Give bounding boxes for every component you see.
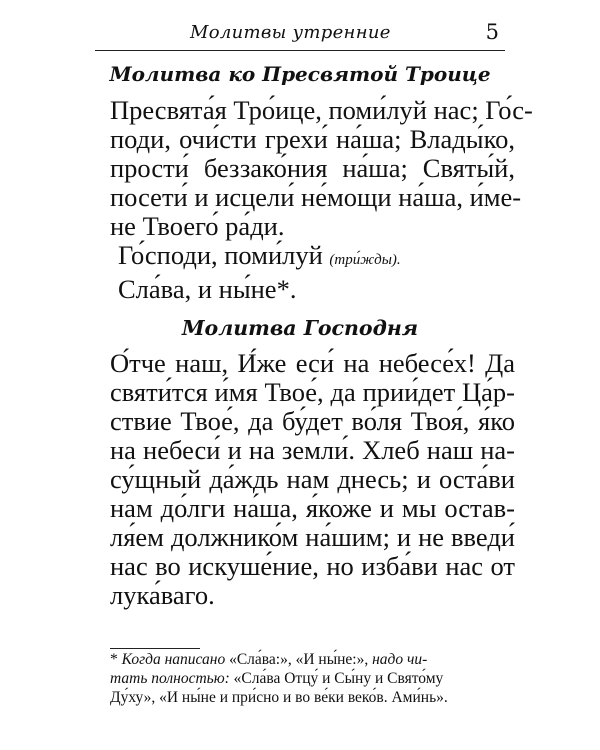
text-line: О́тче наш, И́же еси́ на небесе́х! Да: [110, 348, 515, 378]
text-line: святи́тся и́мя Твое́, да прии́дет Ца́р-: [110, 377, 515, 407]
footnote-line: [110, 669, 515, 688]
gospodi-text: Го́споди, поми́луй: [118, 240, 323, 270]
text-line: не Твоего́ ра́ди.: [110, 211, 285, 241]
text-line: лука́ваго.: [110, 580, 215, 610]
page-number: 5: [485, 20, 499, 44]
text-line: нам до́лги на́ша, я́коже и мы остав-: [110, 493, 515, 523]
footnote: [110, 640, 515, 707]
text-line: на небеси́ и на земли́. Хлеб наш на-: [110, 435, 515, 465]
section-heading-trinity: Молитва ко Пресвятой Троице: [109, 62, 491, 86]
footnote-part1: Когда написано: [121, 651, 226, 668]
text-line: ствие Твое́, да бу́дет во́ля Твоя́, я́ко: [110, 406, 515, 436]
prayer-trinity-text: [110, 95, 533, 304]
section-heading-lords-prayer: Молитва Господня: [181, 316, 419, 340]
thrice-remark: (три́жды).: [329, 252, 401, 268]
footnote-part2: надо чи-: [372, 651, 428, 668]
text-line: посети́ и исцели́ не́мощи на́ша, и́ме-: [110, 182, 522, 212]
footnote-q1: «Сла́ва:»,: [229, 651, 292, 668]
footnote-line: [110, 650, 515, 669]
footnote-line: Ду́ху», «И ны́не и при́сно и во ве́ки веко́в. Ами́нь».: [110, 689, 448, 706]
running-title: Молитвы утренние: [190, 22, 391, 43]
text-line: поди, очи́сти грехи́ на́ша; Влады́ко,: [110, 124, 515, 154]
text-line: прости́ беззако́ния на́ша; Святы́й,: [110, 153, 515, 183]
footnote-star: *: [110, 651, 118, 668]
footnote-full1: «Сла́ва Отцу́ и Сы́ну и Свято́му: [233, 670, 444, 687]
footnote-q2: «И ны́не:»,: [295, 651, 369, 668]
text-line: су́щный да́ждь нам днесь; и оста́ви: [110, 464, 515, 494]
running-head: [95, 20, 505, 51]
text-line: нас во искуше́ние, но изба́ви нас от: [110, 551, 515, 581]
footnote-rule: [110, 648, 200, 649]
text-line-gospodi: [110, 241, 515, 275]
text-line: Пресвята́я Тро́ице, поми́луй нас; Го́с-: [110, 95, 533, 125]
prayer-lords-text: [110, 349, 515, 610]
text-line-slava: Сла́ва, и ны́не*.: [118, 274, 297, 304]
footnote-part3: тать полностью:: [110, 670, 230, 687]
text-line: ля́ем должнико́м на́шим; и не введи́: [110, 522, 515, 552]
